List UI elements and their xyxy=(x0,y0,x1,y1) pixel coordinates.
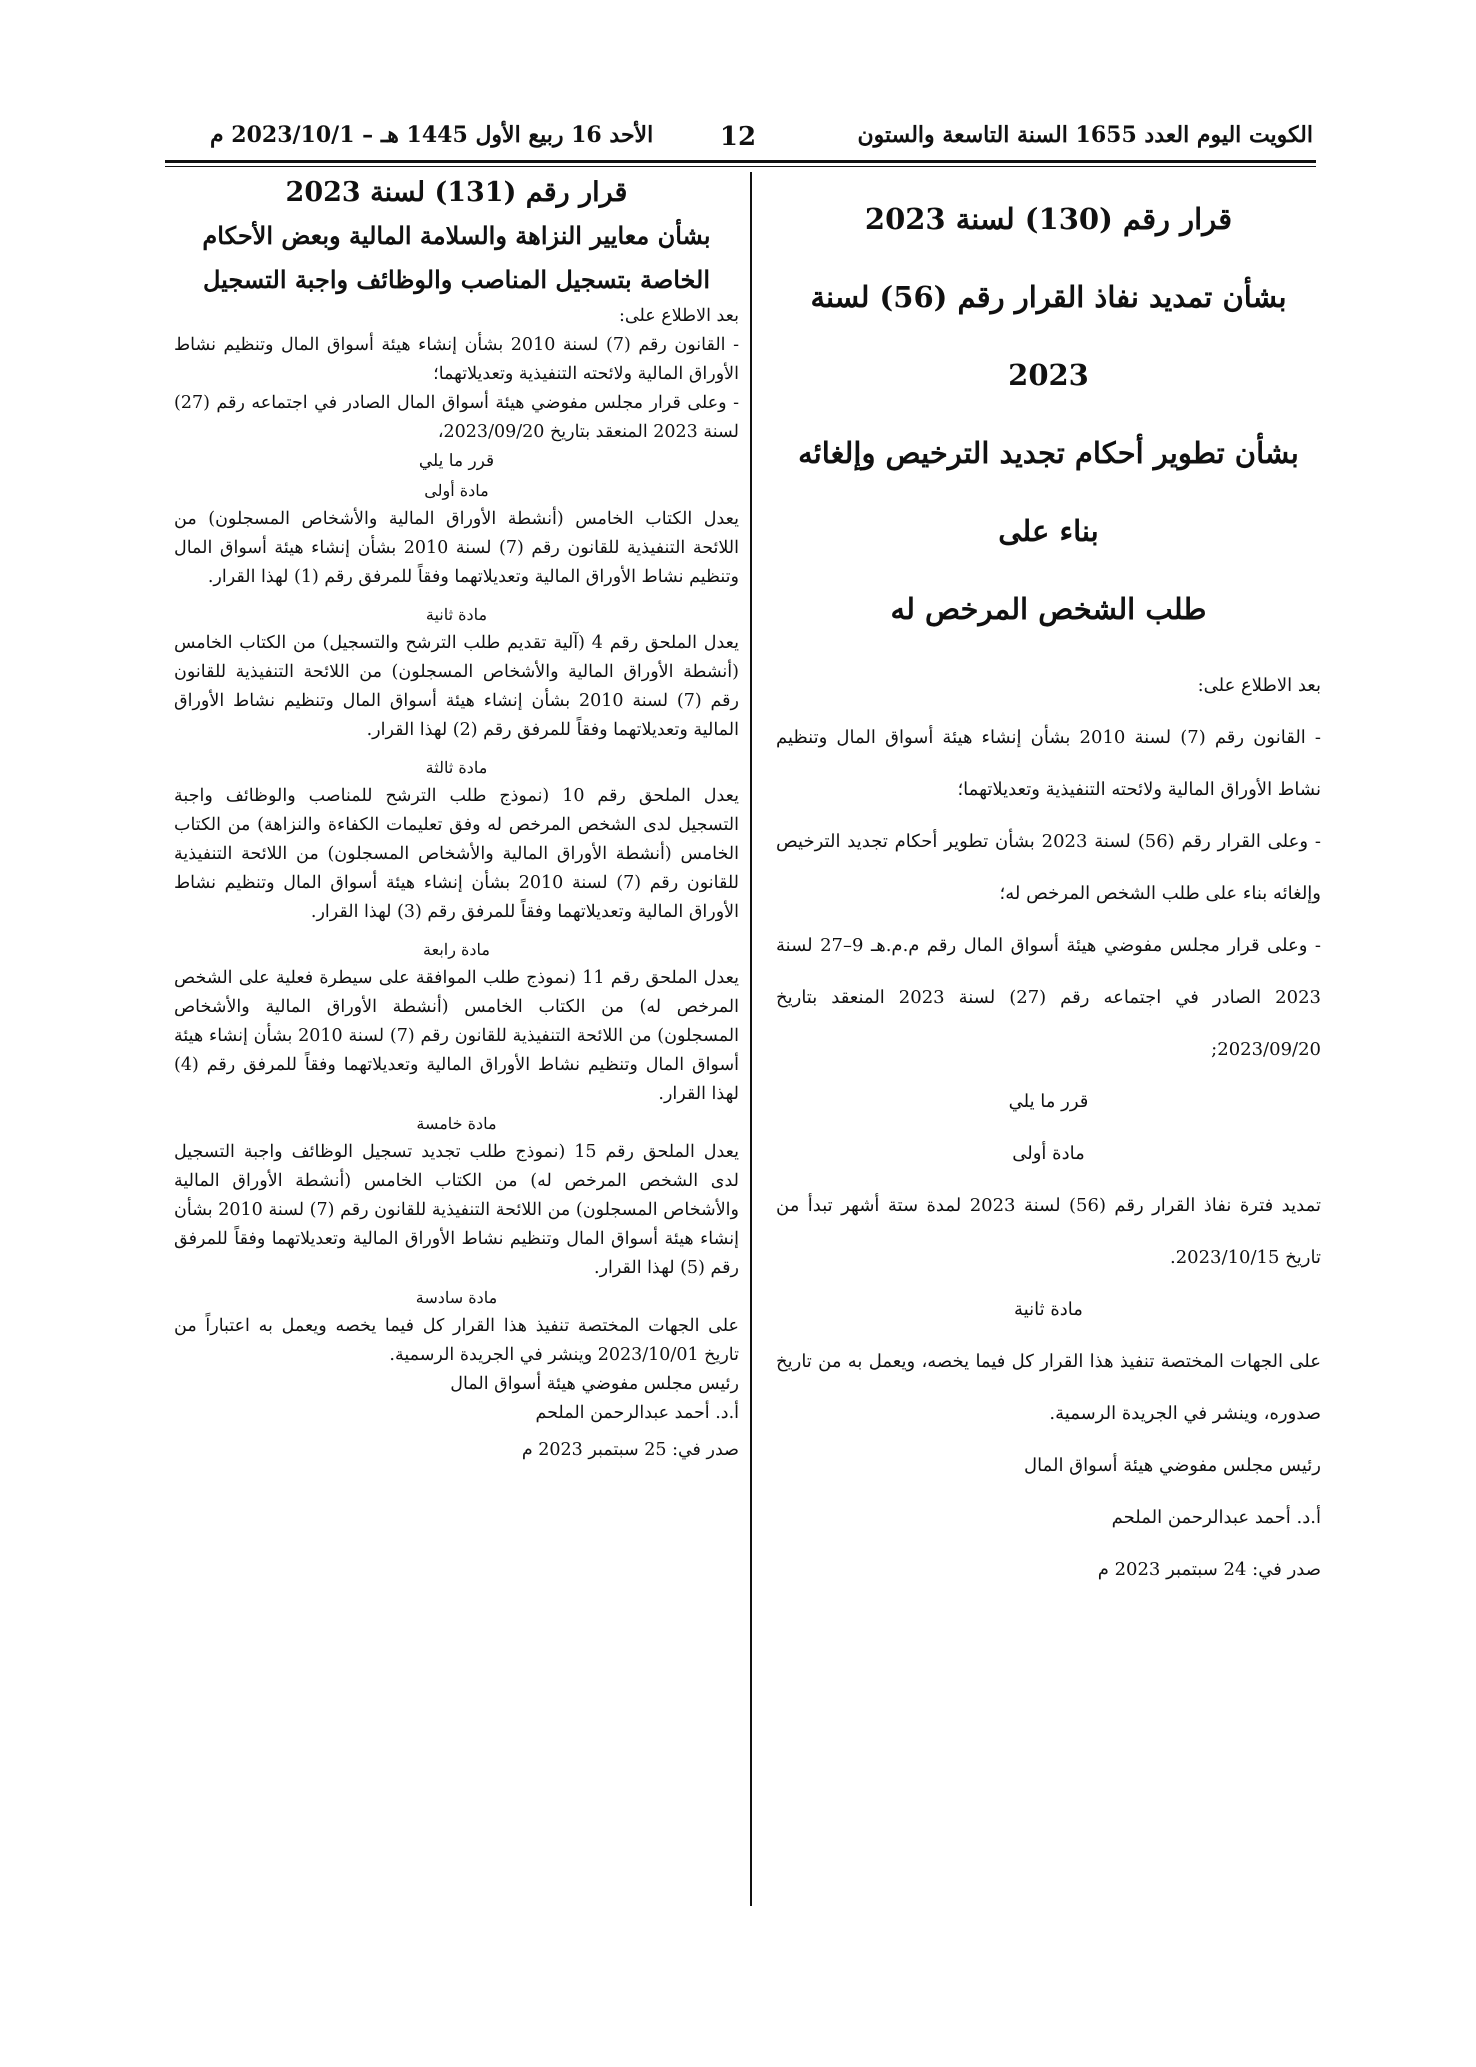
decision-130-signer-title: رئيس مجلس مفوضي هيئة أسواق المال xyxy=(1024,1455,1321,1476)
decision-131-intro: بعد الاطلاع على: xyxy=(619,306,739,326)
header-rule-thin xyxy=(165,166,1316,167)
decision-130-subject-line-2: بشأن تطوير أحكام تجديد الترخيص وإلغائه بناء على xyxy=(798,436,1299,548)
decision-131-article-1: يعدل الكتاب الخامس (أنشطة الأوراق المالية والأشخاص المسجلون) من اللائحة التنفيذية للقانون رقم (7) لسنة 2010 بشأن إنشاء هيئة أسواق المال وتنظيم نشاط الأوراق المالية وتعديلاتهما وفقاً للمرفق رقم (1) لهذا القرار. xyxy=(174,509,739,587)
decision-130-title: قرار رقم (130) لسنة 2023 xyxy=(864,202,1233,236)
decision-131-article-4: يعدل الملحق رقم 11 (نموذج طلب الموافقة على سيطرة فعلية على الشخص المرخص له) من الكتاب الخامس (أنشطة الأوراق المالية والأشخاص المسجلون) من اللائحة التنفيذية للقانون رقم (7) لسنة 2010 بشأن إنشاء هيئة أسواق المال وتنظيم نشاط الأوراق المالية وتعديلاتهما وفقاً للمرفق رقم (4) لهذا القرار. xyxy=(174,968,740,1104)
decision-131-article-6-title: مادة سادسة xyxy=(415,1288,498,1307)
decision-130-intro: بعد الاطلاع على: xyxy=(1197,675,1321,696)
header-issue-info: الكويت اليوم العدد 1655 السنة التاسعة والستون xyxy=(857,122,1313,148)
decision-131-article-5: يعدل الملحق رقم 15 (نموذج طلب تجديد تسجيل الوظائف واجبة التسجيل لدى الشخص المرخص له) من الكتاب الخامس (أنشطة الأوراق المالية والأشخاص المسجلون) من اللائحة التنفيذية للقانون رقم (7) لسنة 2010 بشأن إنشاء هيئة أسواق المال وتنظيم نشاط الأوراق المالية وتعديلاتهما وفقاً للمرفق رقم (5) لهذا القرار. xyxy=(174,1142,739,1278)
decision-131-signer-name: أ.د. أحمد عبدالرحمن الملحم xyxy=(535,1403,739,1423)
page-number: 12 xyxy=(719,122,757,152)
decision-130-article-1-title: مادة أولى xyxy=(1012,1143,1085,1164)
header-rule-thick xyxy=(165,160,1316,163)
decision-131-subject-line-2: الخاصة بتسجيل المناصب والوظائف واجبة التسجيل xyxy=(202,265,711,294)
decision-130-article-2: على الجهات المختصة تنفيذ هذا القرار كل فيما يخصه، ويعمل به من تاريخ صدوره، وينشر في الجريدة الرسمية. xyxy=(776,1351,1321,1424)
decision-131-article-6: على الجهات المختصة تنفيذ هذا القرار كل فيما يخصه ويعمل به اعتباراً من تاريخ 2023/10/01 وينشر في الجريدة الرسمية. xyxy=(174,1316,739,1365)
decision-131-decided: قرر ما يلي xyxy=(418,451,495,471)
decision-130-subject-line-1: بشأن تمديد نفاذ القرار رقم (56) لسنة 2023 xyxy=(810,280,1287,392)
decision-131-signer-title: رئيس مجلس مفوضي هيئة أسواق المال xyxy=(450,1374,739,1394)
decision-130-column xyxy=(776,180,1321,1596)
decision-131-article-2-title: مادة ثانية xyxy=(425,605,488,624)
decision-131-subject-line-1: بشأن معايير النزاهة والسلامة المالية وبعض الأحكام xyxy=(202,221,711,250)
decision-131-article-5-title: مادة خامسة xyxy=(416,1114,497,1133)
decision-130-subject-line-3: طلب الشخص المرخص له xyxy=(890,592,1207,626)
decision-130-article-1: تمديد فترة نفاذ القرار رقم (56) لسنة 2023 لمدة ستة أشهر تبدأ من تاريخ 2023/10/15. xyxy=(776,1195,1321,1268)
decision-130-issued-date: صدر في: 24 سبتمبر 2023 م xyxy=(1097,1559,1321,1580)
decision-131-title: قرار رقم (131) لسنة 2023 xyxy=(285,177,628,208)
header-date: الأحد 16 ربيع الأول 1445 هـ – 2023/10/1 م xyxy=(210,122,654,148)
decision-130-article-2-title: مادة ثانية xyxy=(1014,1299,1083,1320)
column-divider xyxy=(750,172,752,1906)
decision-130-recital-2: - وعلى القرار رقم (56) لسنة 2023 بشأن تطوير أحكام تجديد الترخيص وإلغائه بناء على طلب الشخص المرخص له؛ xyxy=(776,831,1321,904)
decision-131-recital-2: - وعلى قرار مجلس مفوضي هيئة أسواق المال الصادر في اجتماعه رقم (27) لسنة 2023 المنعقد بتاريخ 2023/09/20، xyxy=(174,393,739,442)
decision-130-decided: قرر ما يلي xyxy=(1008,1091,1089,1112)
decision-130-signer-name: أ.د. أحمد عبدالرحمن الملحم xyxy=(1111,1507,1321,1528)
decision-130-recital-1: - القانون رقم (7) لسنة 2010 بشأن إنشاء هيئة أسواق المال وتنظيم نشاط الأوراق المالية ولائحته التنفيذية وتعديلاتهما؛ xyxy=(776,727,1321,800)
decision-131-issued-date: صدر في: 25 سبتمبر 2023 م xyxy=(521,1440,739,1460)
decision-131-article-1-title: مادة أولى xyxy=(424,481,489,500)
decision-131-column xyxy=(174,172,739,1465)
decision-131-article-3: يعدل الملحق رقم 10 (نموذج طلب الترشح للمناصب والوظائف واجبة التسجيل لدى الشخص المرخص له وفق تعليمات الكفاءة والنزاهة) من الكتاب الخامس (أنشطة الأوراق المالية والأشخاص المسجلون) من اللائحة التنفيذية للقانون رقم (7) لسنة 2010 بشأن إنشاء هيئة أسواق المال وتنظيم نشاط الأوراق المالية وتعديلاتهما وفقاً للمرفق رقم (3) لهذا القرار. xyxy=(174,786,739,922)
decision-130-recital-3: - وعلى قرار مجلس مفوضي هيئة أسواق المال رقم م.م.هـ 9–27 لسنة 2023 الصادر في اجتماعه رقم (27) لسنة 2023 المنعقد بتاريخ 2023/09/20; xyxy=(776,935,1321,1060)
decision-131-recital-1: - القانون رقم (7) لسنة 2010 بشأن إنشاء هيئة أسواق المال وتنظيم نشاط الأوراق المالية ولائحته التنفيذية وتعديلاتهما؛ xyxy=(174,335,739,384)
decision-131-article-4-title: مادة رابعة xyxy=(423,940,490,959)
decision-131-article-3-title: مادة ثالثة xyxy=(425,758,488,777)
decision-131-article-2: يعدل الملحق رقم 4 (آلية تقديم طلب الترشح والتسجيل) من الكتاب الخامس (أنشطة الأوراق المالية والأشخاص المسجلون) من اللائحة التنفيذية للقانون رقم (7) لسنة 2010 بشأن إنشاء هيئة أسواق المال وتنظيم نشاط الأوراق المالية وتعديلاتهما وفقاً للمرفق رقم (2) لهذا القرار. xyxy=(174,633,740,740)
